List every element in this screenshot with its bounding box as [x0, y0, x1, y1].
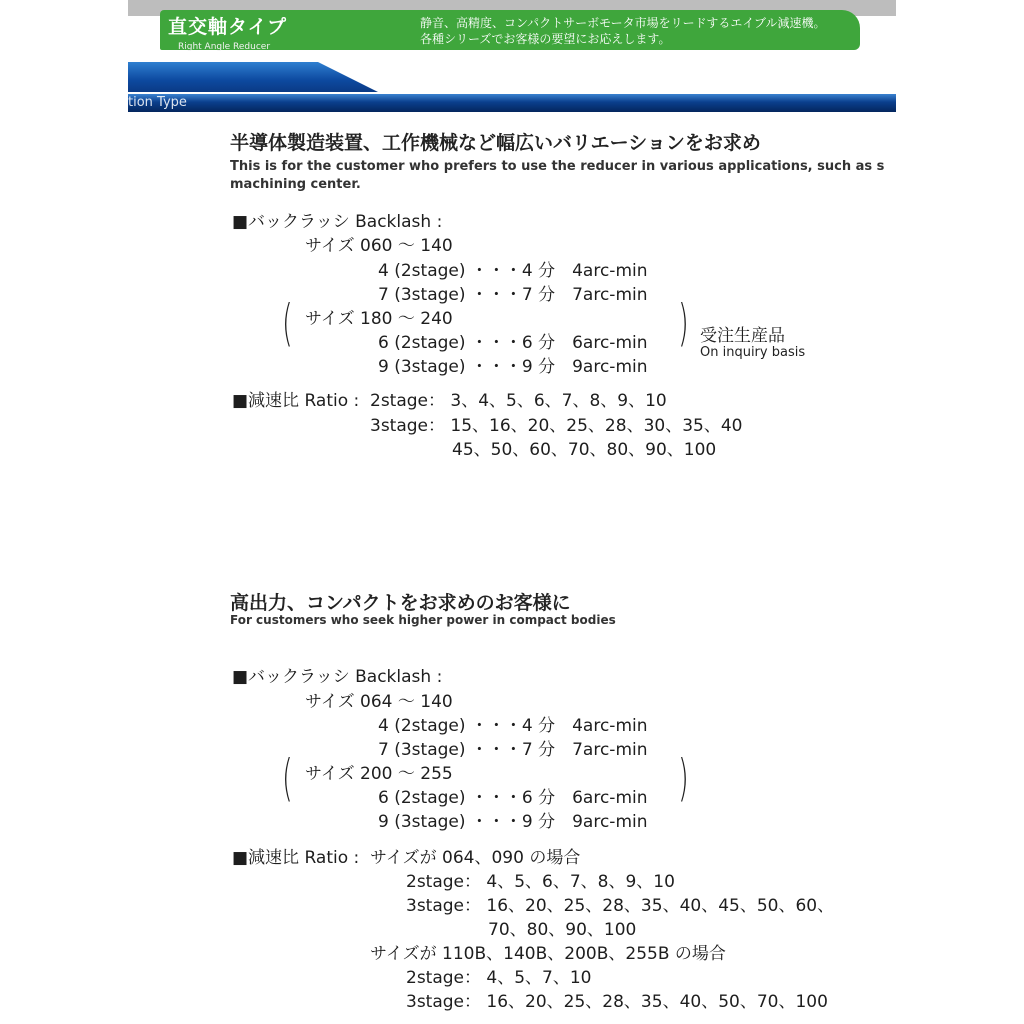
- section1-size-a: サイズ 060 ～ 140: [305, 236, 453, 256]
- bar-label: tion Type: [128, 95, 187, 110]
- section2-size-b: サイズ 200 ～ 255: [305, 764, 453, 784]
- header-subtitle: Right Angle Reducer: [178, 42, 271, 52]
- section1-backlash-label: ■バックラッシ Backlash :: [232, 212, 443, 232]
- section1-size-a-row2: 7 (3stage) ・・・7 分 7arc-min: [378, 285, 648, 305]
- section2-case1-3stage: 3stage： 16、20、25、28、35、40、45、50、60、: [406, 896, 835, 916]
- section2-ratio-label: ■減速比 Ratio :: [232, 848, 360, 868]
- section2-case2-3stage: 3stage： 16、20、25、28、35、40、50、70、100: [406, 992, 828, 1012]
- inquiry-note-en: On inquiry basis: [700, 345, 806, 360]
- section1-size-b-row1: 6 (2stage) ・・・6 分 6arc-min: [378, 333, 648, 353]
- section1-ratio-3stage-cont: 45、50、60、70、80、90、100: [452, 440, 717, 460]
- section2-size-a: サイズ 064 ～ 140: [305, 692, 453, 712]
- section1-ratio-label: ■減速比 Ratio :: [232, 391, 360, 411]
- section2-size-a-row2: 7 (3stage) ・・・7 分 7arc-min: [378, 740, 648, 760]
- header-title: 直交軸タイプ: [168, 16, 288, 38]
- section2-size-b-row2: 9 (3stage) ・・・9 分 9arc-min: [378, 812, 648, 832]
- section2-case2: サイズが 110B、140B、200B、255B の場合: [370, 944, 726, 964]
- header-tagline-line1: 静音、高精度、コンパクトサーボモータ市場をリードするエイブル減速機。: [420, 16, 826, 30]
- right-parenthesis: ): [678, 294, 689, 352]
- header-tagline: [420, 15, 825, 47]
- section1-size-b: サイズ 180 ～ 240: [305, 309, 453, 329]
- section2-case1-3stage-cont: 70、80、90、100: [488, 920, 637, 940]
- catalog-page: [128, 0, 896, 1024]
- section2-case1-2stage: 2stage： 4、5、6、7、8、9、10: [406, 872, 675, 892]
- section2-heading: 高出力、コンパクトをお求めのお客様に: [230, 592, 571, 614]
- section2-backlash-label: ■バックラッシ Backlash :: [232, 667, 443, 687]
- right-margin: [896, 0, 1024, 1024]
- section2-desc: For customers who seek higher power in compact bodies: [230, 613, 616, 627]
- header-tagline-line2: 各種シリーズでお客様の要望にお応えします。: [420, 32, 671, 46]
- section1-desc-line1: This is for the customer who prefers to use the reducer in various applications, such as s: [230, 159, 885, 174]
- section1-size-a-row1: 4 (2stage) ・・・4 分 4arc-min: [378, 261, 648, 281]
- left-margin: [0, 0, 128, 1024]
- section1-ratio-2stage: 2stage： 3、4、5、6、7、8、9、10: [370, 391, 667, 411]
- blue-slant-band: [128, 62, 378, 92]
- inquiry-note-jp: 受注生産品: [700, 326, 785, 346]
- left-parenthesis: (: [282, 749, 293, 807]
- section2-size-b-row1: 6 (2stage) ・・・6 分 6arc-min: [378, 788, 648, 808]
- section2-case2-2stage: 2stage： 4、5、7、10: [406, 968, 592, 988]
- section1-desc-line2: machining center.: [230, 177, 361, 192]
- section2-size-a-row1: 4 (2stage) ・・・4 分 4arc-min: [378, 716, 648, 736]
- blue-header-bar: [128, 94, 896, 112]
- section1-size-b-row2: 9 (3stage) ・・・9 分 9arc-min: [378, 357, 648, 377]
- left-parenthesis: (: [282, 294, 293, 352]
- section2-case1: サイズが 064、090 の場合: [370, 848, 581, 868]
- right-parenthesis: ): [678, 749, 689, 807]
- section1-ratio-3stage: 3stage： 15、16、20、25、28、30、35、40: [370, 416, 743, 436]
- section1-heading: 半導体製造装置、工作機械など幅広いバリエーションをお求め: [230, 132, 761, 154]
